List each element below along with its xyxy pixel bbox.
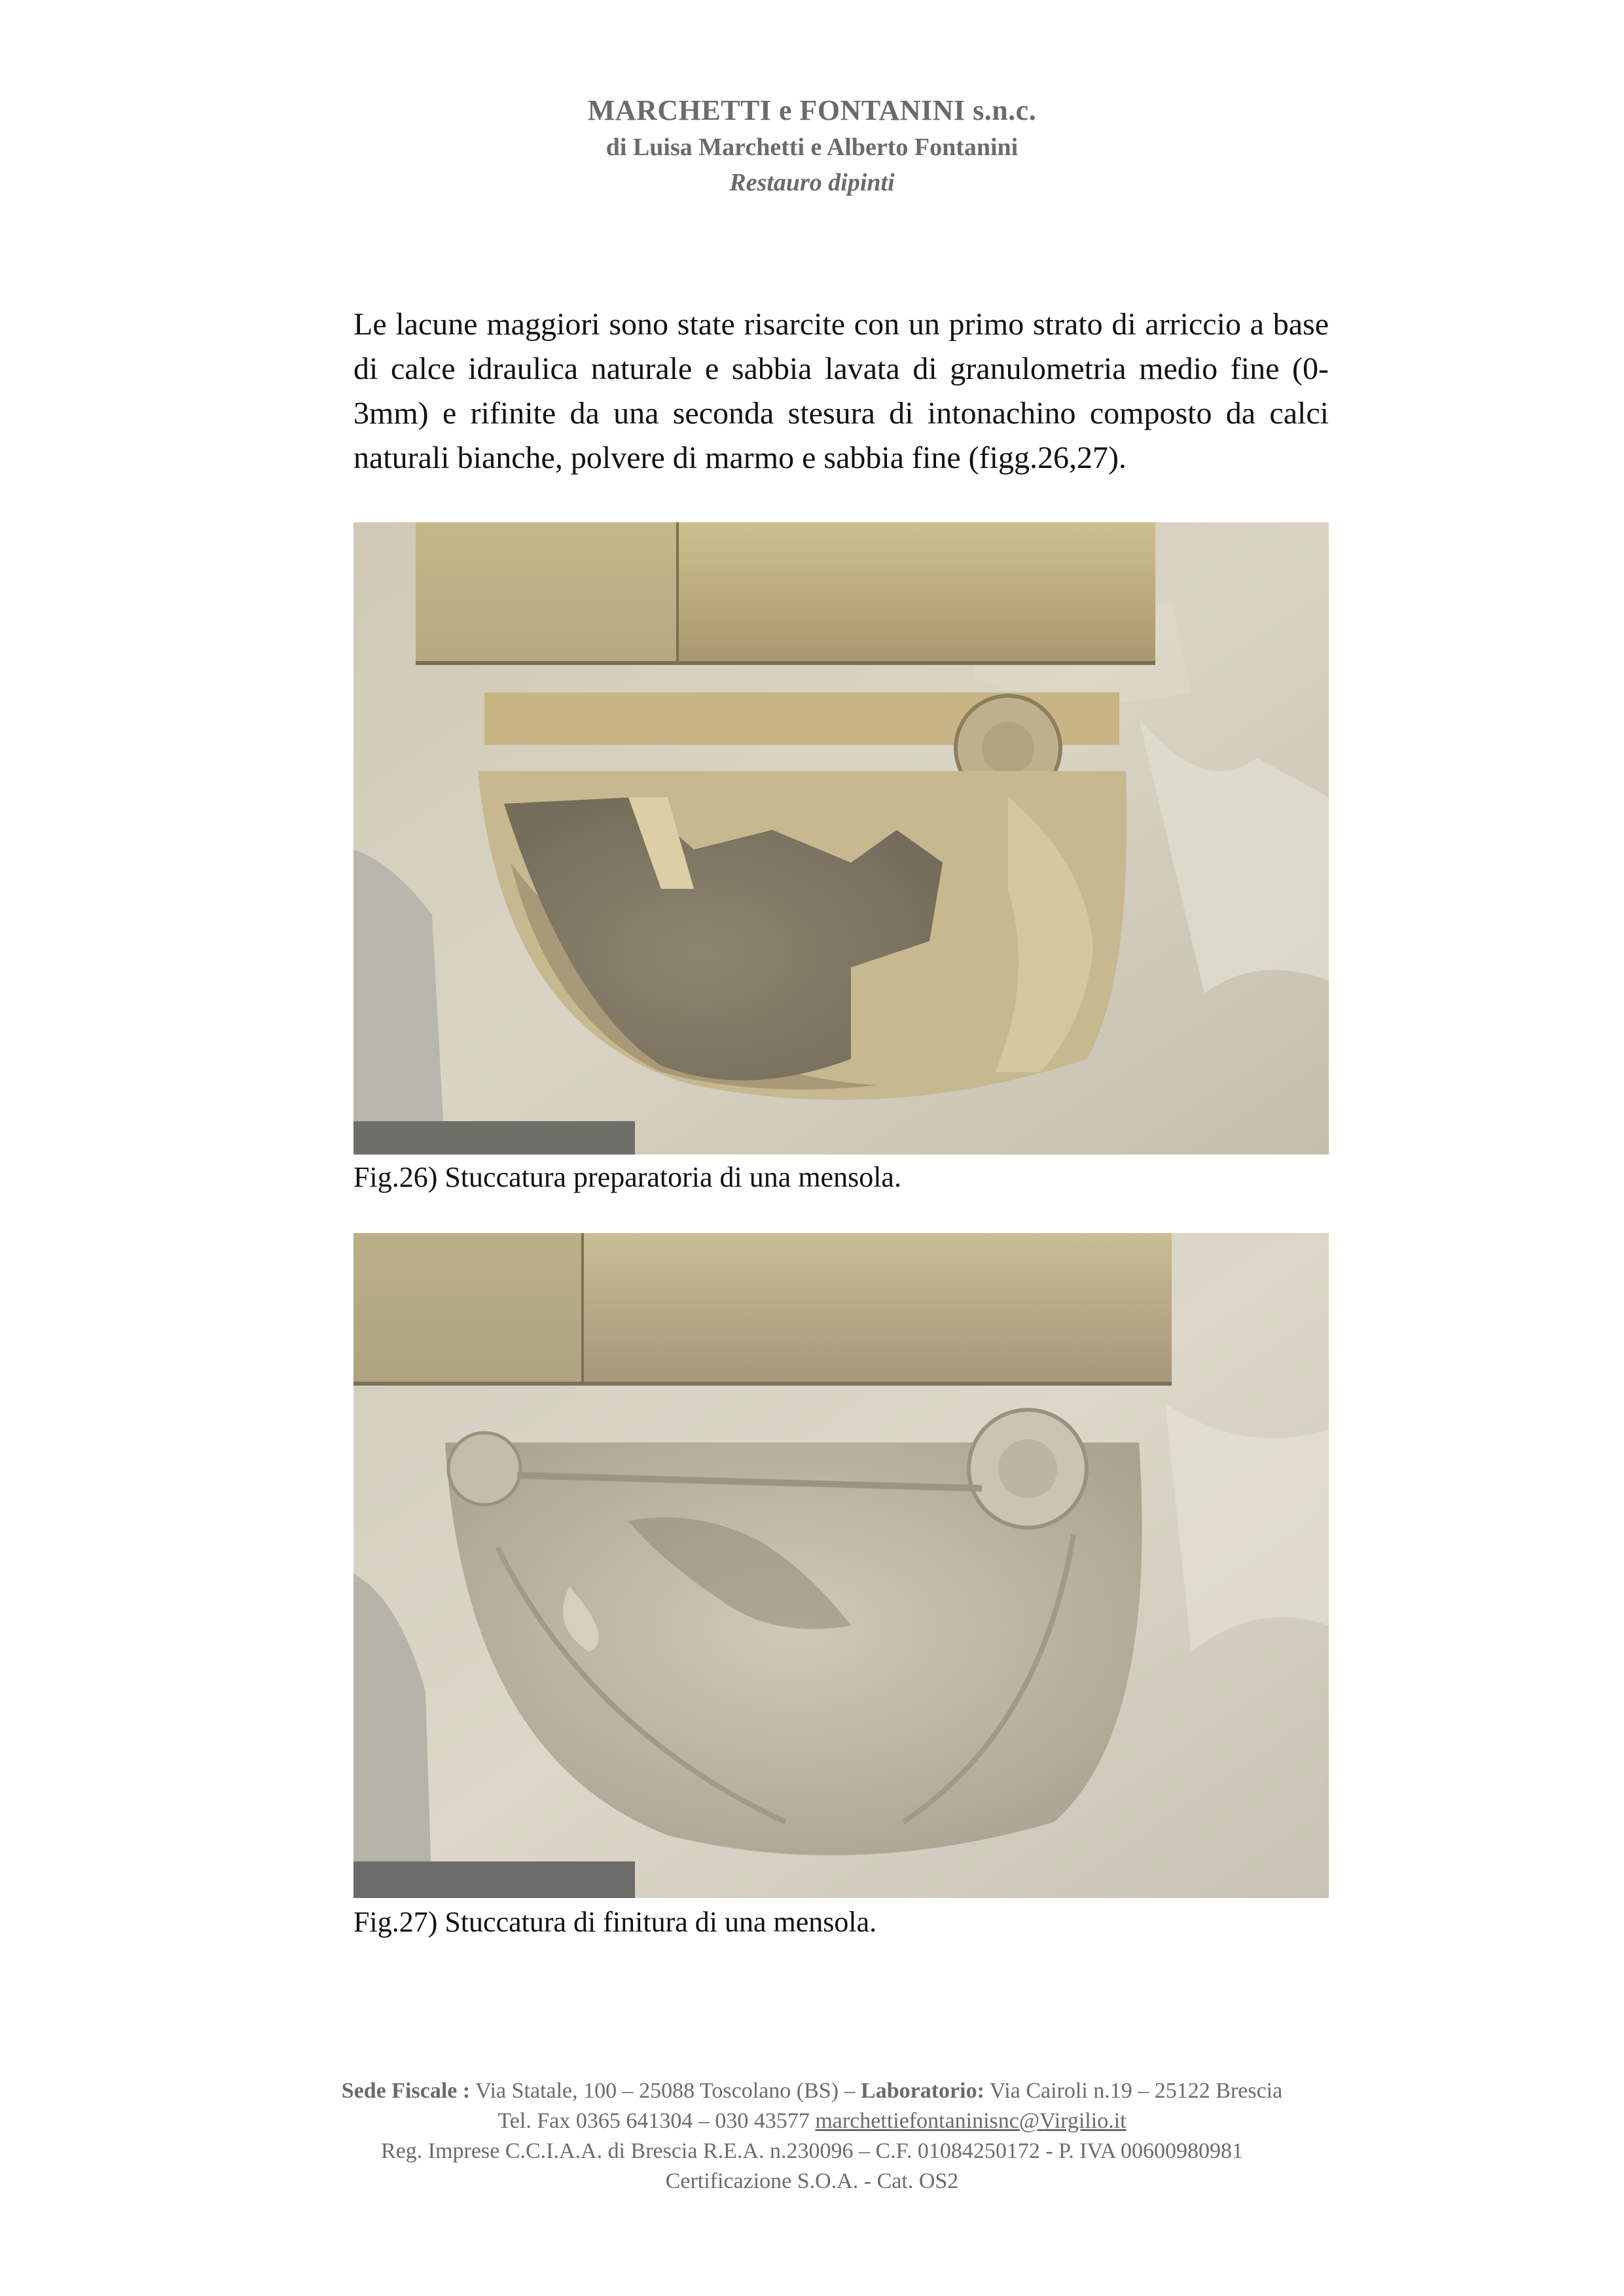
body-paragraph: Le lacune maggiori sono state risarcite con un primo strato di arriccio a base di calce idraulica naturale e sabbia lavata di granulometria medio fine (0-3mm) e rifinite da una seconda stesura di intonachino composto da calci naturali bianche, polvere di marmo e sabbia fine (figg.26,27). xyxy=(353,307,1329,475)
company-tagline: Restauro dipinti xyxy=(729,169,895,196)
footer-certification: Certificazione S.O.A. - Cat. OS2 xyxy=(665,2169,959,2193)
sede-label: Sede Fiscale : xyxy=(341,2079,471,2103)
figure-26-photo xyxy=(353,522,1329,1155)
letterhead xyxy=(0,92,1624,200)
footer-registration: Reg. Imprese C.C.I.A.A. di Brescia R.E.A. n.230096 – C.F. 01084250172 - P. IVA 00600980981 xyxy=(381,2139,1243,2163)
footer-contact-line xyxy=(0,2106,1624,2136)
lab-address: Via Cairoli n.19 – 25122 Brescia xyxy=(989,2079,1283,2103)
company-name: MARCHETTI e FONTANINI s.n.c. xyxy=(587,94,1037,126)
footer xyxy=(0,2076,1624,2197)
footer-address-line xyxy=(0,2076,1624,2106)
figure-27-caption: Fig.27) Stuccatura di finitura di una mensola. xyxy=(353,1906,877,1938)
sede-address: Via Statale, 100 – 25088 Toscolano (BS) – xyxy=(475,2079,856,2103)
company-owners: di Luisa Marchetti e Alberto Fontanini xyxy=(605,134,1019,161)
lab-label: Laboratorio: xyxy=(861,2079,984,2103)
email-link[interactable]: marchettiefontaninisnc@Virgilio.it xyxy=(815,2109,1127,2133)
figure-26-caption: Fig.26) Stuccatura preparatoria di una mensola. xyxy=(353,1161,901,1193)
figure-27-photo xyxy=(353,1233,1329,1898)
phone-fax: Tel. Fax 0365 641304 – 030 43577 xyxy=(497,2109,810,2133)
